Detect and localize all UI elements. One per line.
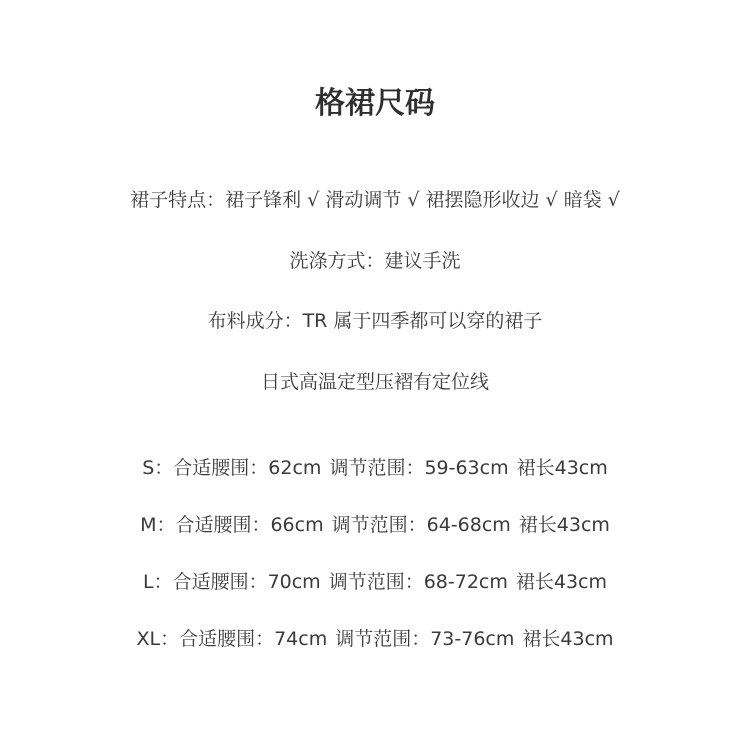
size-label: L <box>142 571 154 593</box>
waist-value: ：合适腰围：74cm <box>160 628 328 650</box>
washing-line: 洗涤方式：建议手洗 <box>289 250 461 272</box>
skirt-length: 裙长43cm <box>522 628 614 650</box>
waist-value: ：合适腰围：62cm <box>154 457 322 479</box>
adjust-range: 调节范围：59-63cm <box>329 457 509 479</box>
skirt-length: 裙长43cm <box>518 514 610 536</box>
size-row-l <box>0 569 750 595</box>
page-title: 格裙尺码 <box>315 86 435 121</box>
material-line: 布料成分：TR 属于四季都可以穿的裙子 <box>207 310 543 332</box>
adjust-range: 调节范围：68-72cm <box>328 571 508 593</box>
adjust-range: 调节范围：73-76cm <box>335 628 515 650</box>
size-row-s <box>0 455 750 481</box>
waist-value: ：合适腰围：70cm <box>153 571 321 593</box>
skirt-length: 裙长43cm <box>515 571 608 593</box>
adjust-range: 调节范围：64-68cm <box>331 514 511 536</box>
size-label: M <box>140 514 157 536</box>
pleats-line: 日式高温定型压褶有定位线 <box>260 371 489 393</box>
size-row-m <box>0 512 750 538</box>
size-label: S <box>142 457 155 479</box>
features-line: 裙子特点：裙子锋利 √ 滑动调节 √ 裙摆隐形收边 √ 暗袋 √ <box>130 189 620 211</box>
waist-value: ：合适腰围：66cm <box>156 514 324 536</box>
size-label: XL <box>136 628 161 650</box>
skirt-length: 裙长43cm <box>516 457 608 479</box>
size-row-xl <box>0 626 750 652</box>
